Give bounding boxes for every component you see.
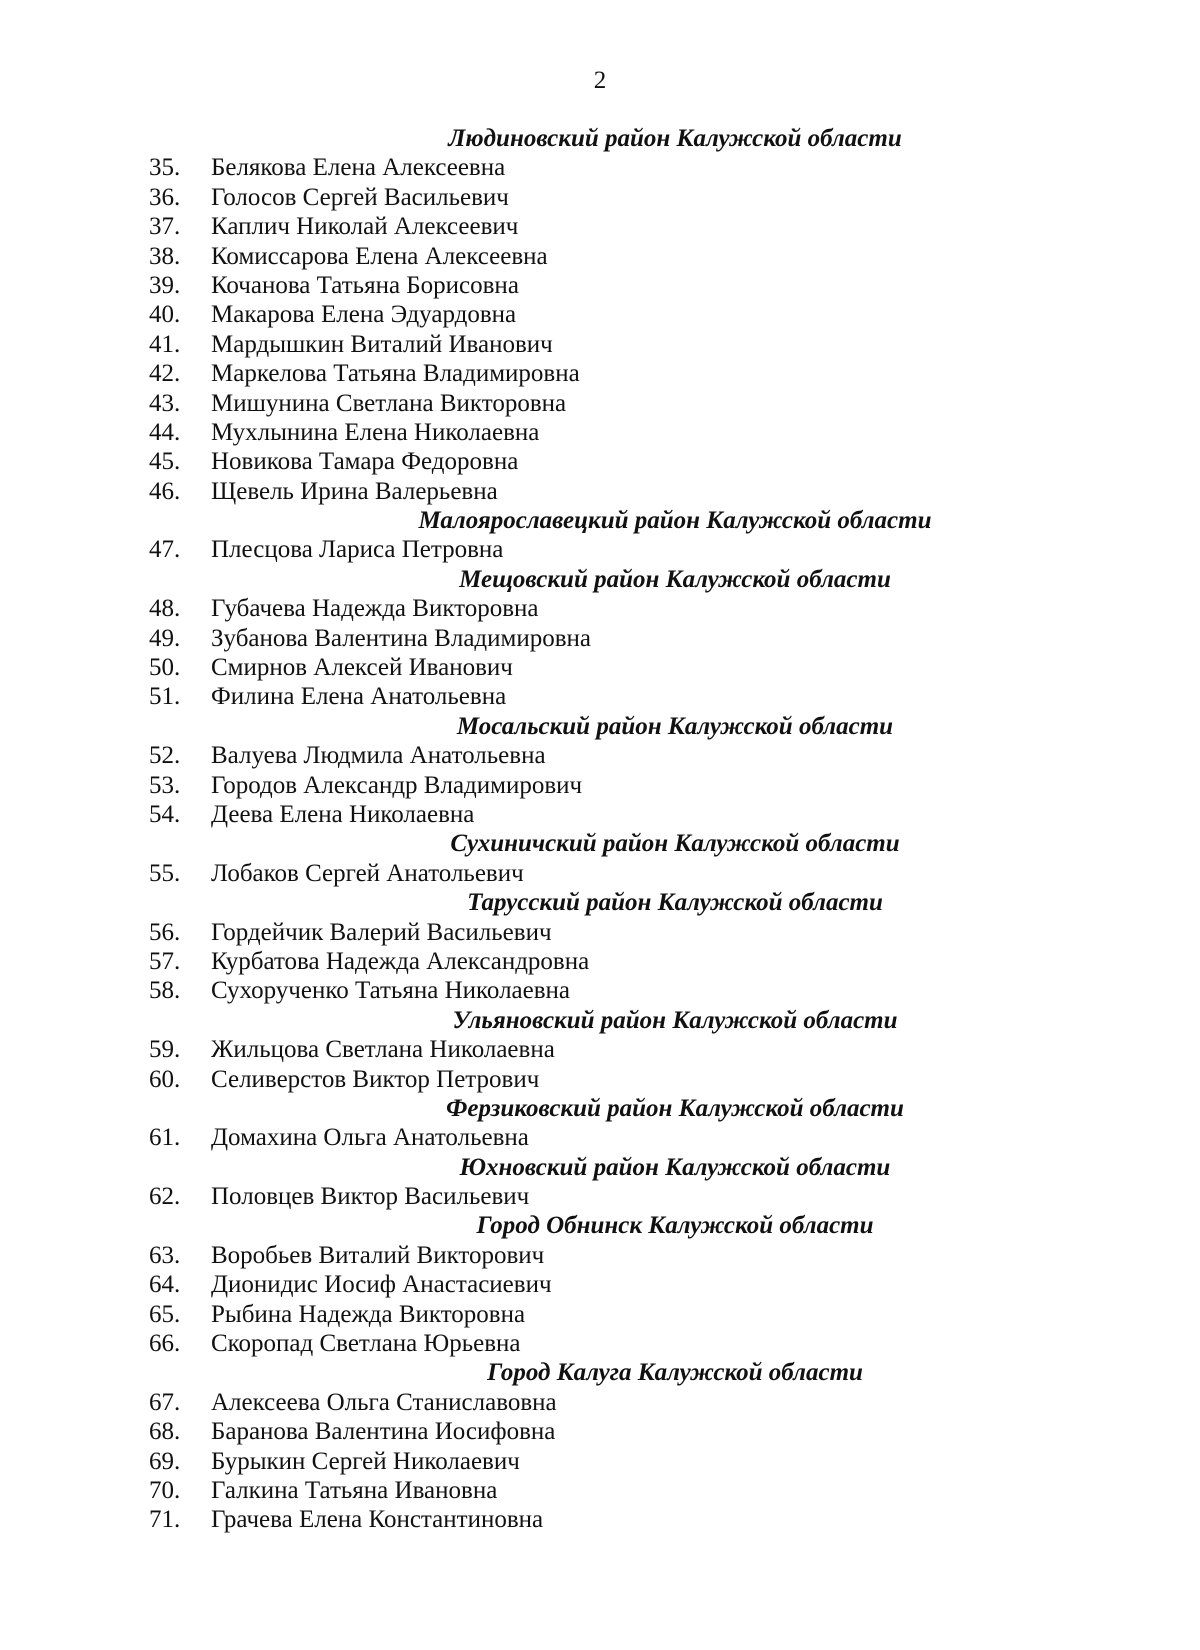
- person-name: Алексеева Ольга Станиславовна: [211, 1388, 557, 1416]
- list-item: [0, 1182, 1200, 1211]
- item-number: 43.: [149, 389, 181, 417]
- list-item: [0, 418, 1200, 447]
- person-name: Белякова Елена Алексеевна: [211, 154, 506, 182]
- list-item: [0, 1388, 1200, 1417]
- item-number: 52.: [149, 742, 181, 770]
- list-item: [0, 594, 1200, 623]
- list-item: [0, 1065, 1200, 1094]
- section-heading: Тарусский район Калужской области: [467, 889, 883, 917]
- item-number: 40.: [149, 301, 181, 329]
- person-name: Жильцова Светлана Николаевна: [211, 1036, 555, 1064]
- item-number: 38.: [149, 242, 181, 270]
- page-number: 2: [593, 67, 607, 94]
- list-item: [0, 624, 1200, 653]
- person-name: Каплич Николай Алексеевич: [211, 213, 519, 241]
- list-item: [0, 1270, 1200, 1299]
- section-heading: Малоярославецкий район Калужской области: [418, 507, 932, 535]
- person-name: Рыбина Надежда Викторовна: [211, 1300, 526, 1328]
- person-name: Сухорученко Татьяна Николаевна: [211, 977, 571, 1005]
- list-item: [0, 1123, 1200, 1152]
- list-item: [0, 535, 1200, 564]
- list-item: [0, 359, 1200, 388]
- person-name: Щевель Ирина Валерьевна: [211, 477, 498, 505]
- person-name: Гордейчик Валерий Васильевич: [211, 918, 552, 946]
- list-item: [0, 947, 1200, 976]
- person-name: Бурыкин Сергей Николаевич: [211, 1447, 520, 1475]
- person-name: Лобаков Сергей Анатольевич: [211, 859, 524, 887]
- person-name: Воробьев Виталий Викторович: [211, 1241, 545, 1269]
- person-name: Мухлынина Елена Николаевна: [211, 418, 540, 446]
- person-name: Грачева Елена Константиновна: [211, 1506, 544, 1534]
- item-number: 62.: [149, 1183, 181, 1211]
- item-number: 41.: [149, 330, 181, 358]
- item-number: 47.: [149, 536, 181, 564]
- item-number: 49.: [149, 624, 181, 652]
- list-item: [0, 183, 1200, 212]
- item-number: 55.: [149, 859, 181, 887]
- list-item: [0, 330, 1200, 359]
- person-name: Зубанова Валентина Владимировна: [211, 624, 592, 652]
- list-item: [0, 212, 1200, 241]
- section-heading: Город Обнинск Калужской области: [476, 1212, 874, 1240]
- person-name: Комиссарова Елена Алексеевна: [211, 242, 548, 270]
- item-number: 58.: [149, 977, 181, 1005]
- list-item: [0, 1329, 1200, 1358]
- item-number: 64.: [149, 1271, 181, 1299]
- item-number: 51.: [149, 683, 181, 711]
- person-name: Скоропад Светлана Юрьевна: [211, 1330, 521, 1358]
- section-heading: Людиновский район Калужской области: [448, 125, 902, 152]
- item-number: 46.: [149, 477, 181, 505]
- list-item: [0, 682, 1200, 711]
- list-item: [0, 389, 1200, 418]
- item-number: 44.: [149, 418, 181, 446]
- person-name: Мишунина Светлана Викторовна: [211, 389, 567, 417]
- person-name: Домахина Ольга Анатольевна: [211, 1124, 529, 1152]
- item-number: 67.: [149, 1388, 181, 1416]
- list-item: [0, 1300, 1200, 1329]
- list-item: [0, 1476, 1200, 1505]
- item-number: 56.: [149, 918, 181, 946]
- list-item: [0, 771, 1200, 800]
- section-heading: Сухиничский район Калужской области: [450, 830, 900, 858]
- list-item: [0, 741, 1200, 770]
- person-name: Филина Елена Анатольевна: [211, 683, 507, 711]
- person-name: Макарова Елена Эдуардовна: [211, 301, 517, 329]
- item-number: 36.: [149, 183, 181, 211]
- list-item: [0, 1417, 1200, 1446]
- person-name: Кочанова Татьяна Борисовна: [211, 271, 519, 299]
- item-number: 65.: [149, 1300, 181, 1328]
- person-name: Смирнов Алексей Иванович: [211, 654, 513, 682]
- list-item: [0, 859, 1200, 888]
- section-heading: Мещовский район Калужской области: [459, 565, 891, 593]
- item-number: 35.: [149, 154, 181, 182]
- list-item: [0, 653, 1200, 682]
- item-number: 42.: [149, 360, 181, 388]
- list-item: [0, 1035, 1200, 1064]
- person-name: Половцев Виктор Васильевич: [211, 1183, 530, 1211]
- person-name: Галкина Татьяна Ивановна: [211, 1476, 498, 1504]
- item-number: 66.: [149, 1330, 181, 1358]
- person-name: Селиверстов Виктор Петрович: [211, 1065, 540, 1093]
- person-name: Деева Елена Николаевна: [211, 800, 475, 828]
- list-item: [0, 918, 1200, 947]
- list-item: [0, 300, 1200, 329]
- person-name: Баранова Валентина Иосифовна: [211, 1418, 556, 1446]
- item-number: 45.: [149, 448, 181, 476]
- list-item: [0, 242, 1200, 271]
- list-item: [0, 976, 1200, 1005]
- item-number: 60.: [149, 1065, 181, 1093]
- list-item: [0, 1447, 1200, 1476]
- item-number: 48.: [149, 595, 181, 623]
- person-name: Голосов Сергей Васильевич: [211, 183, 509, 211]
- list-item: [0, 477, 1200, 506]
- item-number: 50.: [149, 654, 181, 682]
- item-number: 57.: [149, 947, 181, 975]
- list-item: [0, 271, 1200, 300]
- item-number: 69.: [149, 1447, 181, 1475]
- item-number: 53.: [149, 771, 181, 799]
- section-heading: Мосальский район Калужской области: [456, 712, 894, 740]
- person-name: Губачева Надежда Викторовна: [211, 595, 539, 623]
- item-number: 39.: [149, 271, 181, 299]
- person-name: Новикова Тамара Федоровна: [211, 448, 519, 476]
- item-number: 71.: [149, 1506, 181, 1534]
- person-name: Валуева Людмила Анатольевна: [211, 742, 546, 770]
- list-item: [0, 153, 1200, 182]
- item-number: 63.: [149, 1241, 181, 1269]
- item-number: 54.: [149, 800, 181, 828]
- person-name: Городов Александр Владимирович: [211, 771, 583, 799]
- person-name: Курбатова Надежда Александровна: [211, 947, 590, 975]
- list-item: [0, 447, 1200, 476]
- item-number: 70.: [149, 1476, 181, 1504]
- section-heading: Город Калуга Калужской области: [487, 1359, 863, 1387]
- section-heading: Ульяновский район Калужской области: [452, 1006, 898, 1034]
- item-number: 68.: [149, 1418, 181, 1446]
- name-list: [0, 124, 1200, 1535]
- list-item: [0, 800, 1200, 829]
- section-heading: Ферзиковский район Калужской области: [446, 1094, 904, 1122]
- list-item: [0, 1505, 1200, 1534]
- person-name: Маркелова Татьяна Владимировна: [211, 360, 580, 388]
- person-name: Мардышкин Виталий Иванович: [211, 330, 553, 358]
- person-name: Плесцова Лариса Петровна: [211, 536, 504, 564]
- list-item: [0, 1241, 1200, 1270]
- item-number: 59.: [149, 1036, 181, 1064]
- item-number: 61.: [149, 1124, 181, 1152]
- section-heading: Юхновский район Калужской области: [459, 1153, 891, 1181]
- item-number: 37.: [149, 213, 181, 241]
- person-name: Дионидис Иосиф Анастасиевич: [211, 1271, 552, 1299]
